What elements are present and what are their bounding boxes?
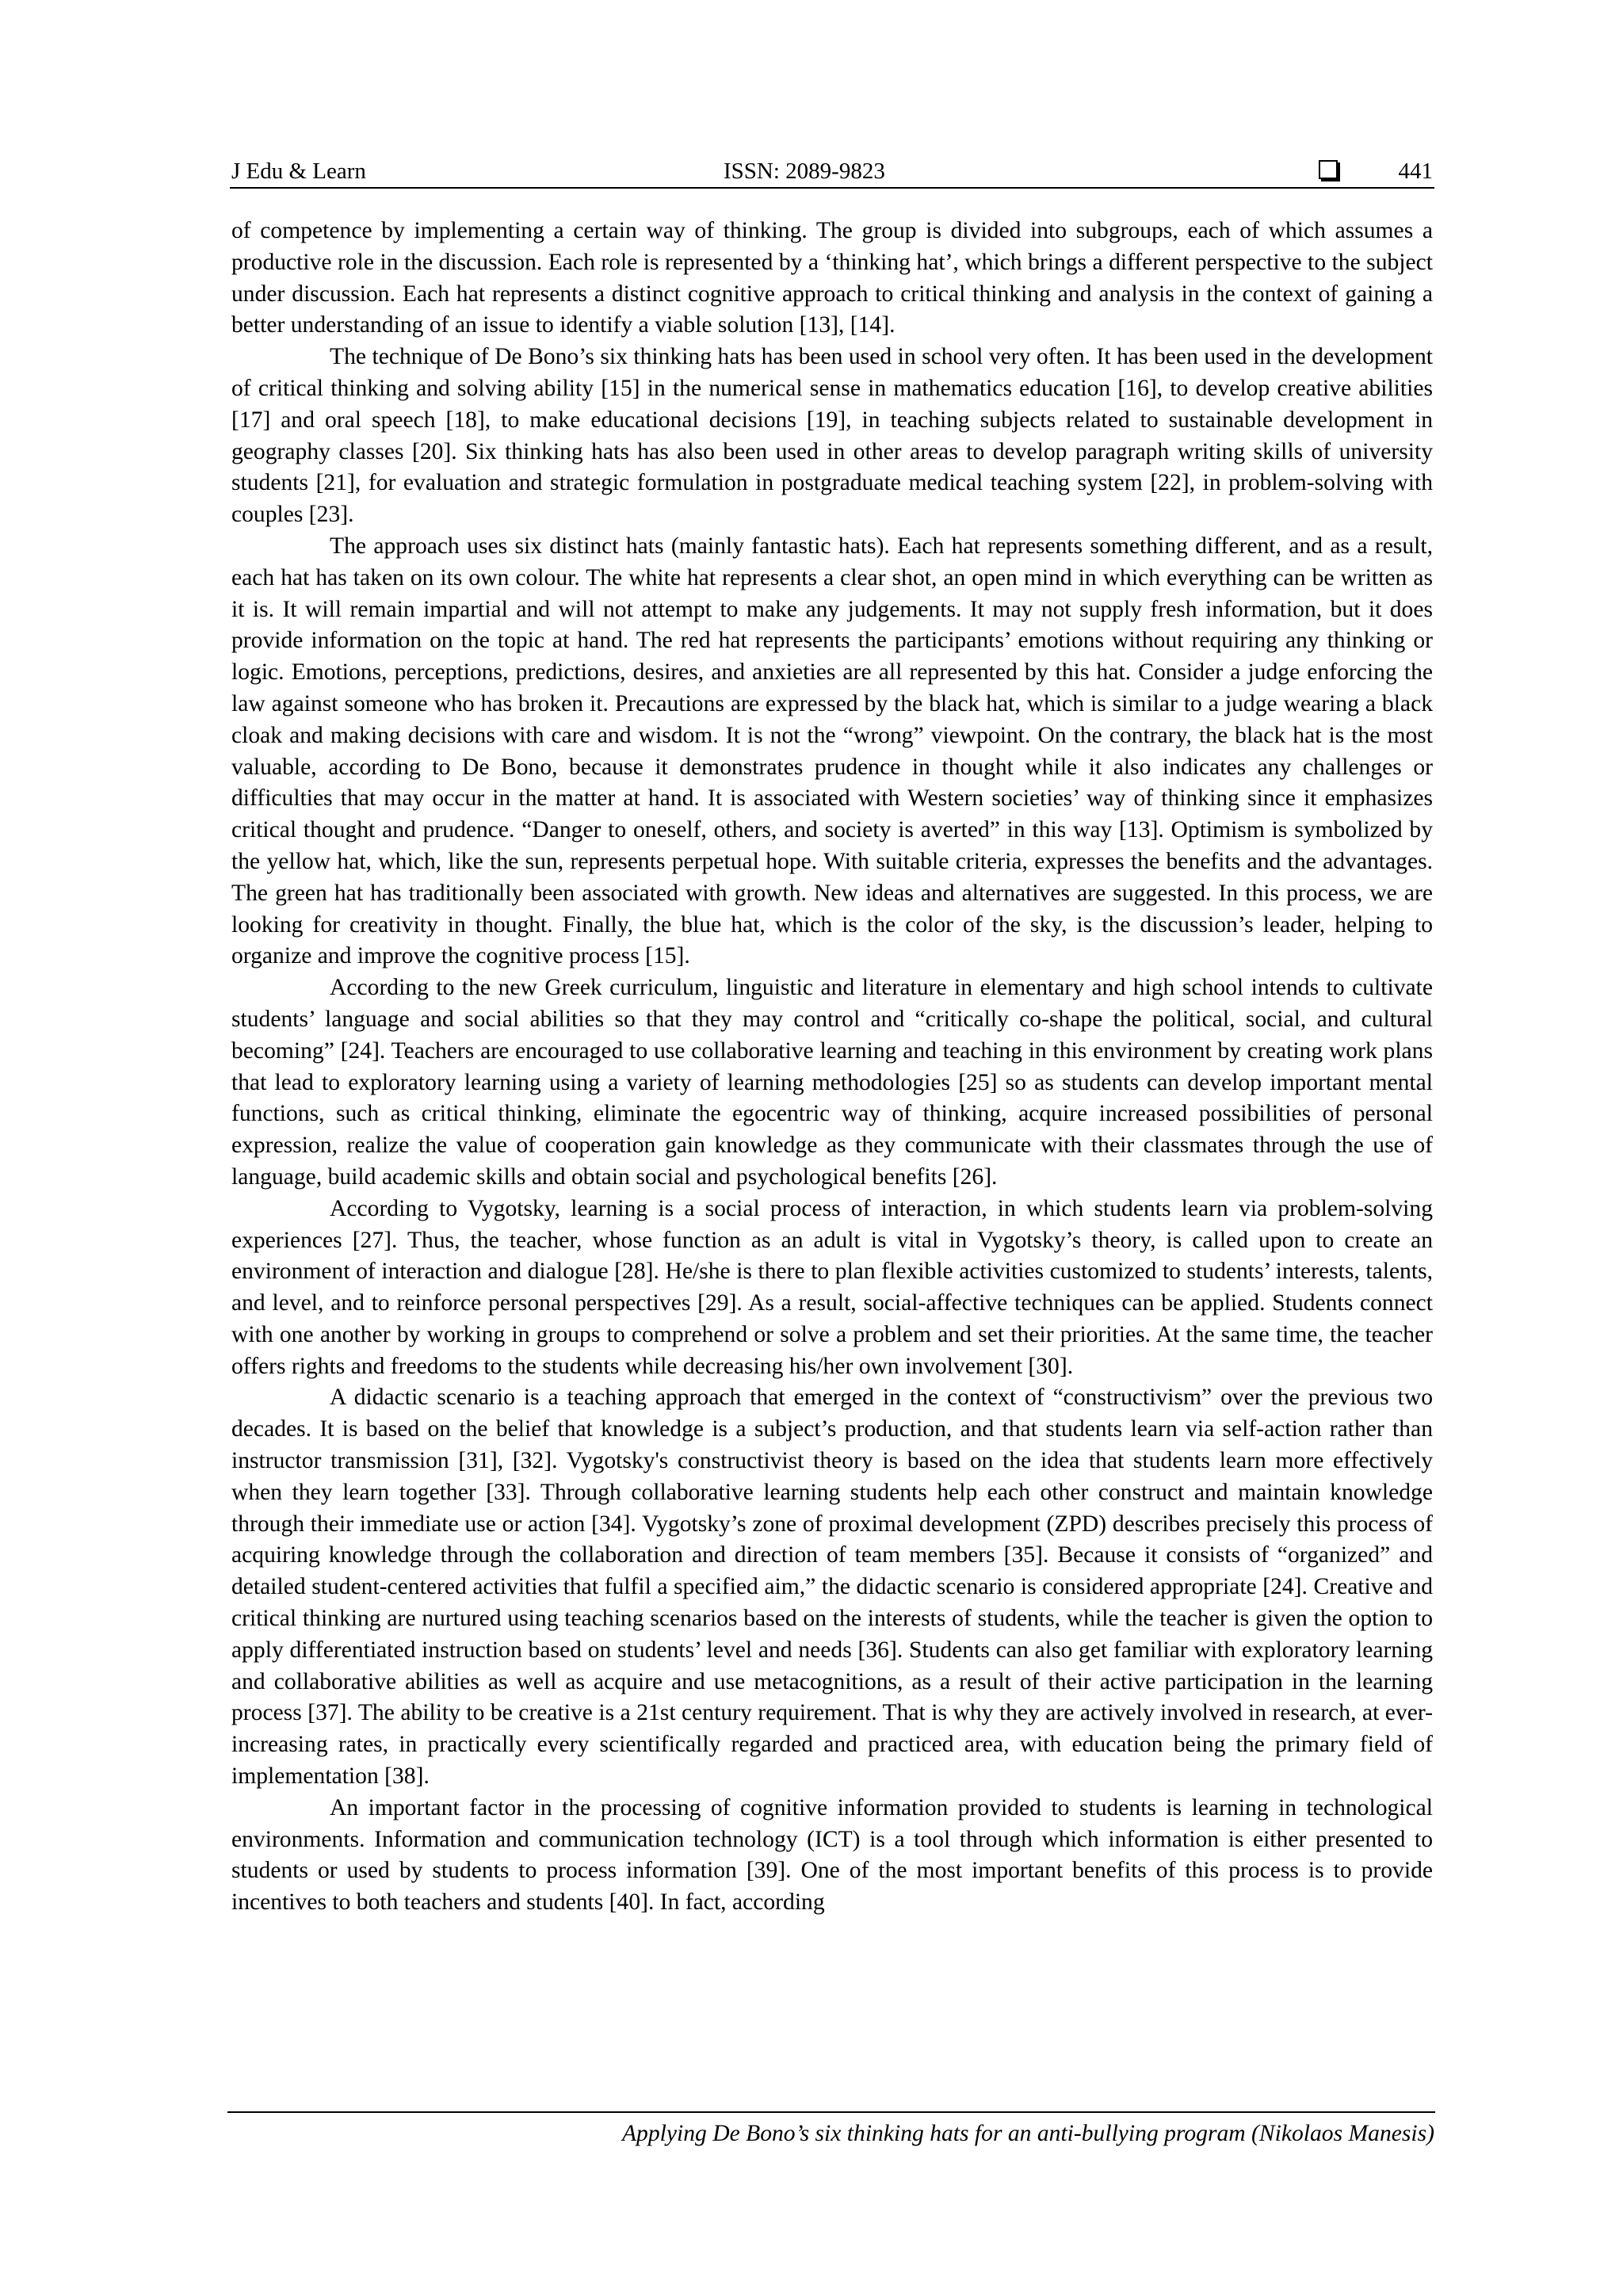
paragraph-vygotsky: According to Vygotsky, learning is a social process of interaction, in which students learn via problem-solving experiences [27]. Thus, the teacher, whose function as an adult is vital in Vygotsky’s theory, is called upon to create an environment of interaction and dialogue [28]. He/she is there to plan flexible activities customized to students’ interests, talents, and level, and to reinforce personal perspectives [29]. As a result, social-affective techniques can be applied. Students connect with one another by working in groups to comprehend or solve a problem and set their priorities. At the same time, the teacher offers rights and freedoms to the students while decreasing his/her own involvement [30]. <box>231 1195 1433 1379</box>
paragraph-ict: An important factor in the processing of cognitive information provided to students is learning in technological environments. Information and communication technology (ICT) is a tool through which information is either presented to students or used by students to process information [39]. One of the most important benefits of this process is to provide incentives to both teachers and students [40]. In fact, according <box>231 1794 1433 1916</box>
journal-name: J Edu & Learn <box>231 159 366 184</box>
paragraph-six-hats: The approach uses six distinct hats (mainly fantastic hats). Each hat represents something different, and as a result, each hat has taken on its own colour. The white hat represents a clear shot, an open mind in which everything can be written as it is. It will remain impartial and will not attempt to make any judgements. It may not supply fresh information, but it does provide information on the topic at hand. The red hat represents the participants’ emotions without requiring any thinking or logic. Emotions, perceptions, predictions, desires, and anxieties are all represented by this hat. Consider a judge enforcing the law against someone who has broken it. Precautions are expressed by the black hat, which is similar to a judge wearing a black cloak and making decisions with care and wisdom. It is not the “wrong” viewpoint. On the contrary, the black hat is the most valuable, according to De Bono, because it demonstrates prudence in thought while it also indicates any challenges or difficulties that may occur in the matter at hand. It is associated with Western societies’ way of thinking since it emphasizes critical thought and prudence. “Danger to oneself, others, and society is averted” in this way [13]. Optimism is symbolized by the yellow hat, which, like the sun, represents perpetual hope. With suitable criteria, expresses the benefits and the advantages. The green hat has traditionally been associated with growth. New ideas and alternatives are suggested. In this process, we are looking for creativity in thought. Finally, the blue hat, which is the color of the sky, is the discussion’s leader, helping to organize and improve the cognitive process [15]. <box>231 533 1433 969</box>
article-body <box>231 216 1433 1919</box>
paragraph-technique-usage: The technique of De Bono’s six thinking hats has been used in school very often. It has been used in the development of critical thinking and solving ability [15] in the numerical sense in mathematics education [16], to develop creative abilities [17] and oral speech [18], to make educational decisions [19], in teaching subjects related to sustainable development in geography classes [20]. Six thinking hats has also been used in other areas to develop paragraph writing skills of university students [21], for evaluation and strategic formulation in postgraduate medical teaching system [22], in problem-solving with couples [23]. <box>231 344 1433 528</box>
paragraph-didactic-scenario: A didactic scenario is a teaching approach that emerged in the context of “constructivism” over the previous two decades. It is based on the belief that knowledge is a subject’s production, and that students learn via self-action rather than instructor transmission [31], [32]. Vygotsky's constructivist theory is based on the idea that students learn more effectively when they learn together [33]. Through collaborative learning students help each other construct and maintain knowledge through their immediate use or action [34]. Vygotsky’s zone of proximal development (ZPD) describes precisely this process of acquiring knowledge through the collaboration and direction of team members [35]. Because it consists of “organized” and detailed student-centered activities that fulfil a specified aim,” the didactic scenario is considered appropriate [24]. Creative and critical thinking are nurtured using teaching scenarios based on the interests of students, while the teacher is given the option to apply differentiated instruction based on students’ level and needs [36]. Students can also get familiar with exploratory learning and collaborative abilities as well as acquire and use metacognitions, as a result of their active participation in the learning process [37]. The ability to be creative is a 21st century requirement. That is why they are actively involved in research, at ever-increasing rates, in practically every scientifically regarded and practiced area, with education being the primary field of implementation [38]. <box>231 1385 1433 1790</box>
page-number: 441 <box>1398 159 1433 184</box>
issn-label: ISSN: 2089-9823 <box>724 159 885 184</box>
page-header <box>230 155 1434 189</box>
paragraph-greek-curriculum: According to the new Greek curriculum, linguistic and literature in elementary and high school intends to cultivate students’ language and social abilities so that they may control and “critically co-shape the political, social, and cultural becoming” [24]. Teachers are encouraged to use collaborative learning and teaching in this environment by creating work plans that lead to exploratory learning using a variety of learning methodologies [25] so as students can develop important mental functions, such as critical thinking, eliminate the egocentric way of thinking, acquire increased possibilities of personal expression, realize the value of cooperation gain knowledge as they communicate with their classmates through the use of language, build academic skills and obtain social and psychological benefits [26]. <box>231 975 1433 1190</box>
paragraph-continuation: of competence by implementing a certain way of thinking. The group is divided into subgroups, each of which assumes a productive role in the discussion. Each role is represented by a ‘thinking hat’, which brings a different perspective to the subject under discussion. Each hat represents a distinct cognitive approach to critical thinking and analysis in the context of gaining a better understanding of an issue to identify a viable solution [13], [14]. <box>231 218 1433 338</box>
running-title: Applying De Bono’s six thinking hats for an anti-bullying program (Nikolaos Manesis) <box>621 2121 1434 2146</box>
footer-divider <box>227 2111 1435 2113</box>
square-bullet-icon <box>1319 160 1338 179</box>
